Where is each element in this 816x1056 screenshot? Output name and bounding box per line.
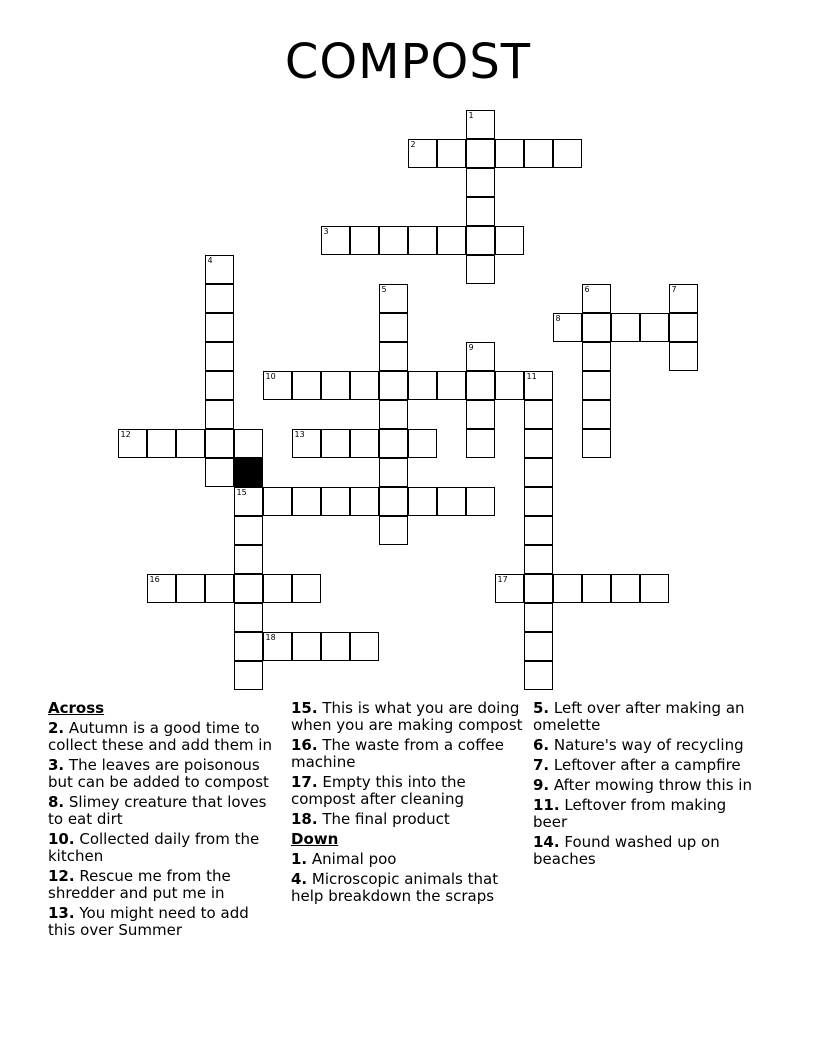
grid-cell[interactable] bbox=[582, 313, 611, 342]
grid-cell[interactable] bbox=[524, 139, 553, 168]
grid-cell[interactable] bbox=[321, 487, 350, 516]
grid-cell[interactable] bbox=[611, 313, 640, 342]
clue-number: 17 bbox=[497, 575, 508, 584]
clue-number: 10 bbox=[265, 372, 276, 381]
clue-item-text: Slimey creature that loves to eat dirt bbox=[48, 793, 267, 828]
clue-number: 7 bbox=[671, 285, 677, 294]
grid-cell[interactable] bbox=[205, 574, 234, 603]
clue-item bbox=[291, 871, 523, 905]
grid-cell[interactable] bbox=[205, 313, 234, 342]
clue-item bbox=[291, 851, 523, 868]
clue-number: 13 bbox=[294, 430, 305, 439]
clue-section-heading: Across bbox=[48, 699, 105, 717]
grid-cell[interactable] bbox=[408, 371, 437, 400]
clues-column-3 bbox=[533, 700, 763, 871]
clue-item bbox=[48, 757, 280, 791]
clue-item bbox=[533, 834, 763, 868]
clue-number: 1 bbox=[468, 111, 474, 120]
grid-cell[interactable] bbox=[379, 400, 408, 429]
clue-item-number: 4. bbox=[291, 870, 308, 888]
grid-cell[interactable] bbox=[437, 487, 466, 516]
grid-cell[interactable] bbox=[234, 545, 263, 574]
grid-cell[interactable] bbox=[611, 574, 640, 603]
clue-item bbox=[533, 700, 763, 734]
clue-number: 11 bbox=[526, 372, 537, 381]
grid-cell[interactable] bbox=[205, 400, 234, 429]
clue-item-number: 18. bbox=[291, 810, 318, 828]
grid-cell[interactable] bbox=[524, 458, 553, 487]
clue-item bbox=[48, 831, 280, 865]
clue-item-text: Rescue me from the shredder and put me in bbox=[48, 867, 231, 902]
grid-cell[interactable] bbox=[582, 400, 611, 429]
grid-cell[interactable] bbox=[176, 574, 205, 603]
clue-item-text: Microscopic animals that help breakdown the scraps bbox=[291, 870, 499, 905]
grid-cell[interactable] bbox=[466, 226, 495, 255]
grid-cell[interactable] bbox=[205, 342, 234, 371]
page-title: COMPOST bbox=[284, 34, 532, 90]
grid-cell[interactable] bbox=[292, 574, 321, 603]
grid-cell[interactable] bbox=[669, 342, 698, 371]
grid-cell[interactable] bbox=[292, 429, 321, 458]
clue-item-number: 15. bbox=[291, 699, 318, 717]
clue-item-text: The final product bbox=[317, 810, 450, 828]
grid-cell[interactable] bbox=[321, 371, 350, 400]
grid-cell[interactable] bbox=[263, 487, 292, 516]
grid-cell[interactable] bbox=[205, 284, 234, 313]
grid-cell[interactable] bbox=[118, 429, 147, 458]
clue-item-number: 17. bbox=[291, 773, 318, 791]
grid-cell[interactable] bbox=[234, 661, 263, 690]
grid-cell[interactable] bbox=[292, 632, 321, 661]
grid-cell[interactable] bbox=[524, 632, 553, 661]
clue-item bbox=[48, 720, 280, 754]
grid-cell[interactable] bbox=[379, 371, 408, 400]
clue-item-text: Collected daily from the kitchen bbox=[48, 830, 260, 865]
clue-item-text: Nature's way of recycling bbox=[549, 736, 744, 754]
clue-item bbox=[533, 757, 763, 774]
grid-cell[interactable] bbox=[408, 139, 437, 168]
grid-cell[interactable] bbox=[176, 429, 205, 458]
grid-cell[interactable] bbox=[466, 400, 495, 429]
grid-cell[interactable] bbox=[350, 487, 379, 516]
grid-cell[interactable] bbox=[292, 371, 321, 400]
grid-cell[interactable] bbox=[379, 284, 408, 313]
clue-item-number: 14. bbox=[533, 833, 560, 851]
grid-cell[interactable] bbox=[234, 429, 263, 458]
clue-number: 16 bbox=[149, 575, 160, 584]
grid-cell[interactable] bbox=[379, 342, 408, 371]
grid-cell[interactable] bbox=[234, 487, 263, 516]
clue-item bbox=[291, 700, 523, 734]
grid-cell[interactable] bbox=[466, 487, 495, 516]
clue-item-text: You might need to add this over Summer bbox=[48, 904, 249, 939]
clue-item-number: 9. bbox=[533, 776, 550, 794]
grid-cell[interactable] bbox=[263, 371, 292, 400]
clue-number: 18 bbox=[265, 633, 276, 642]
clue-number: 15 bbox=[236, 488, 247, 497]
clues-column-2 bbox=[291, 700, 523, 908]
clue-item-text: The leaves are poisonous but can be added to compost bbox=[48, 756, 269, 791]
grid-cell[interactable] bbox=[495, 139, 524, 168]
grid-cell[interactable] bbox=[379, 226, 408, 255]
clue-item-text: After mowing throw this in bbox=[549, 776, 752, 794]
grid-cell[interactable] bbox=[669, 313, 698, 342]
grid-cell[interactable] bbox=[582, 574, 611, 603]
grid-cell[interactable] bbox=[582, 342, 611, 371]
clue-number: 3 bbox=[323, 227, 329, 236]
grid-cell[interactable] bbox=[205, 371, 234, 400]
grid-cell[interactable] bbox=[350, 371, 379, 400]
grid-cell[interactable] bbox=[234, 574, 263, 603]
clue-item-number: 12. bbox=[48, 867, 75, 885]
grid-cell[interactable] bbox=[553, 313, 582, 342]
clue-item-number: 1. bbox=[291, 850, 308, 868]
grid-cell[interactable] bbox=[466, 139, 495, 168]
clue-item-text: Empty this into the compost after cleaning bbox=[291, 773, 466, 808]
grid-cell[interactable] bbox=[524, 516, 553, 545]
grid-cell[interactable] bbox=[205, 429, 234, 458]
grid-cell[interactable] bbox=[553, 139, 582, 168]
grid-cell[interactable] bbox=[466, 371, 495, 400]
grid-cell[interactable] bbox=[437, 139, 466, 168]
clue-item bbox=[48, 794, 280, 828]
grid-cell[interactable] bbox=[234, 603, 263, 632]
grid-cell[interactable] bbox=[205, 458, 234, 487]
grid-cell[interactable] bbox=[466, 110, 495, 139]
grid-cell[interactable] bbox=[408, 487, 437, 516]
clue-item bbox=[48, 868, 280, 902]
grid-cell[interactable] bbox=[640, 574, 669, 603]
grid-cell[interactable] bbox=[321, 632, 350, 661]
clue-item-text: The waste from a coffee machine bbox=[291, 736, 505, 771]
grid-cell[interactable] bbox=[379, 458, 408, 487]
grid-cell[interactable] bbox=[466, 429, 495, 458]
grid-cell[interactable] bbox=[524, 400, 553, 429]
clue-item bbox=[533, 737, 763, 754]
grid-cell[interactable] bbox=[524, 371, 553, 400]
clue-item-number: 3. bbox=[48, 756, 65, 774]
grid-cell[interactable] bbox=[321, 226, 350, 255]
grid-cell[interactable] bbox=[408, 226, 437, 255]
grid-cell[interactable] bbox=[350, 226, 379, 255]
clue-item-text: Leftover from making beer bbox=[533, 796, 727, 831]
grid-cell[interactable] bbox=[234, 516, 263, 545]
clue-item-number: 5. bbox=[533, 699, 550, 717]
grid-cell[interactable] bbox=[379, 429, 408, 458]
grid-cell[interactable] bbox=[466, 168, 495, 197]
grid-cell[interactable] bbox=[437, 226, 466, 255]
grid-cell[interactable] bbox=[205, 255, 234, 284]
clue-item-number: 13. bbox=[48, 904, 75, 922]
clue-item-text: Leftover after a campfire bbox=[549, 756, 741, 774]
grid-cell[interactable] bbox=[495, 226, 524, 255]
grid-cell[interactable] bbox=[582, 429, 611, 458]
clue-number: 4 bbox=[207, 256, 213, 265]
grid-cell[interactable] bbox=[466, 197, 495, 226]
clue-number: 6 bbox=[584, 285, 590, 294]
clue-item bbox=[533, 777, 763, 794]
grid-cell[interactable] bbox=[553, 574, 582, 603]
grid-block bbox=[234, 458, 263, 487]
grid-cell[interactable] bbox=[640, 313, 669, 342]
grid-cell[interactable] bbox=[582, 284, 611, 313]
clue-number: 8 bbox=[555, 314, 561, 323]
grid-cell[interactable] bbox=[408, 429, 437, 458]
grid-cell[interactable] bbox=[437, 371, 466, 400]
clue-number: 9 bbox=[468, 343, 474, 352]
clue-number: 12 bbox=[120, 430, 131, 439]
clue-number: 5 bbox=[381, 285, 387, 294]
grid-cell[interactable] bbox=[350, 632, 379, 661]
clue-item bbox=[291, 737, 523, 771]
clue-item-text: Autumn is a good time to collect these and add them in bbox=[48, 719, 272, 754]
grid-cell[interactable] bbox=[524, 487, 553, 516]
clue-item-text: This is what you are doing when you are making compost bbox=[291, 699, 523, 734]
grid-cell[interactable] bbox=[263, 574, 292, 603]
clue-item bbox=[533, 797, 763, 831]
grid-cell[interactable] bbox=[524, 545, 553, 574]
clue-item-text: Found washed up on beaches bbox=[533, 833, 720, 868]
clue-section-heading: Down bbox=[291, 830, 339, 848]
grid-cell[interactable] bbox=[582, 371, 611, 400]
grid-cell[interactable] bbox=[147, 574, 176, 603]
grid-cell[interactable] bbox=[466, 342, 495, 371]
grid-cell[interactable] bbox=[466, 255, 495, 284]
clue-item-number: 8. bbox=[48, 793, 65, 811]
grid-cell[interactable] bbox=[379, 313, 408, 342]
grid-cell[interactable] bbox=[292, 487, 321, 516]
clue-item-text: Left over after making an omelette bbox=[533, 699, 745, 734]
grid-cell[interactable] bbox=[495, 371, 524, 400]
clue-item-number: 11. bbox=[533, 796, 560, 814]
grid-cell[interactable] bbox=[379, 516, 408, 545]
clues-column-1 bbox=[48, 700, 280, 942]
clue-item bbox=[291, 774, 523, 808]
grid-cell[interactable] bbox=[234, 632, 263, 661]
grid-cell[interactable] bbox=[263, 632, 292, 661]
clue-item bbox=[48, 905, 280, 939]
clue-item-number: 16. bbox=[291, 736, 318, 754]
grid-cell[interactable] bbox=[524, 603, 553, 632]
grid-cell[interactable] bbox=[321, 429, 350, 458]
clue-item-number: 2. bbox=[48, 719, 65, 737]
grid-cell[interactable] bbox=[379, 487, 408, 516]
clue-item-text: Animal poo bbox=[307, 850, 397, 868]
grid-cell[interactable] bbox=[350, 429, 379, 458]
grid-cell[interactable] bbox=[147, 429, 176, 458]
clue-item-number: 6. bbox=[533, 736, 550, 754]
grid-cell[interactable] bbox=[524, 661, 553, 690]
grid-cell[interactable] bbox=[524, 574, 553, 603]
clue-item bbox=[291, 811, 523, 828]
clue-item-number: 10. bbox=[48, 830, 75, 848]
grid-cell[interactable] bbox=[495, 574, 524, 603]
grid-cell[interactable] bbox=[524, 429, 553, 458]
grid-cell[interactable] bbox=[669, 284, 698, 313]
clue-number: 2 bbox=[410, 140, 416, 149]
clue-item-number: 7. bbox=[533, 756, 550, 774]
